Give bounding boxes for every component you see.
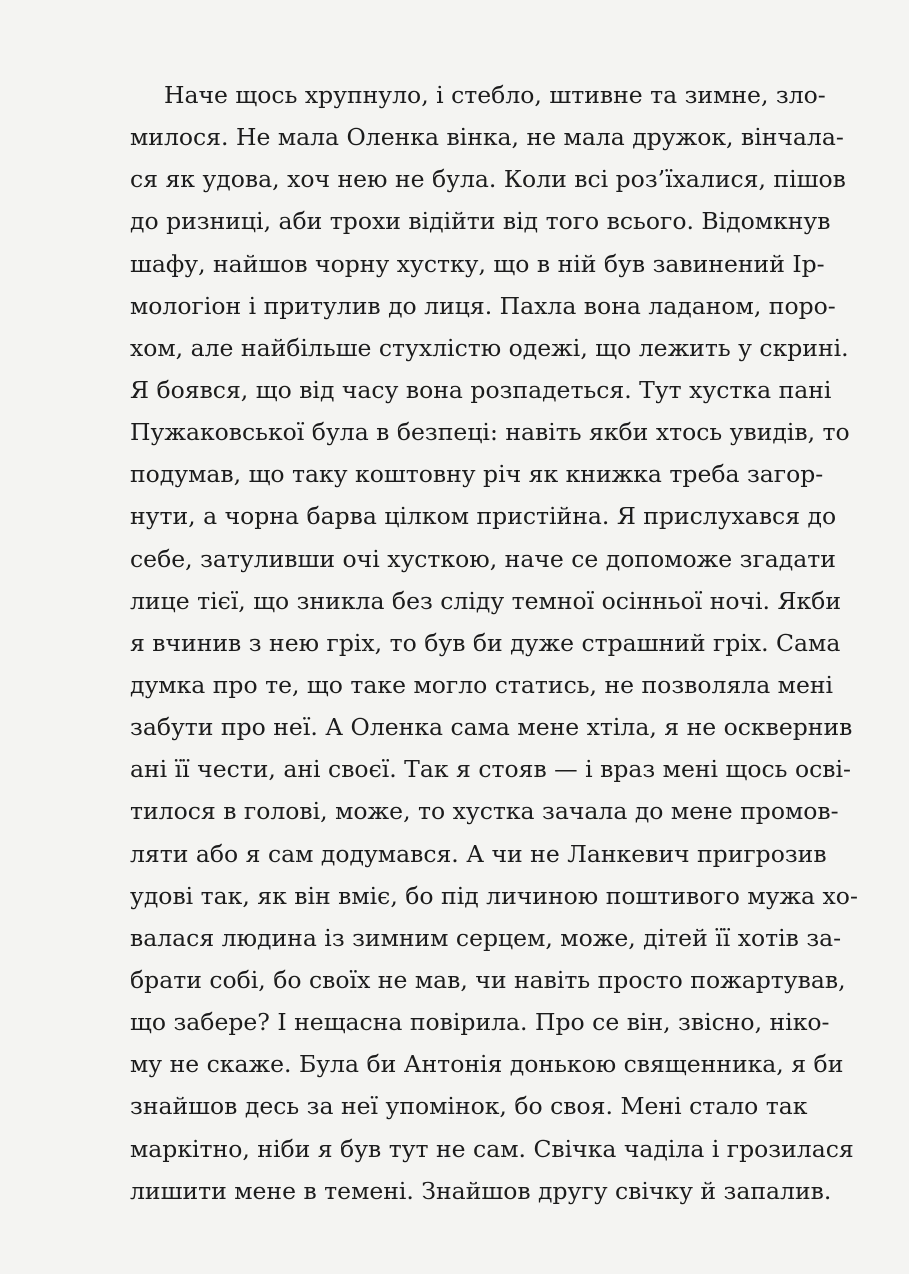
text-line: валася людина із зимним серцем, може, дітей її хотів за- [130, 923, 842, 952]
text-line: лишити мене в темені. Знайшов другу свічку й запалив. [130, 1176, 832, 1205]
text-line: думка про те, що таке могло статись, не позволяла мені [130, 670, 834, 699]
text-line: брати собі, бо своїх не мав, чи навіть просто пожартував, [130, 965, 846, 994]
text-line: тилося в голові, може, то хустка зачала до мене промов- [130, 797, 839, 826]
text-line: до ризниці, аби трохи відійти від того всього. Відомкнув [130, 207, 831, 236]
text-line: що забере? І нещасна повірила. Про се він, звісно, ніко- [130, 1008, 830, 1037]
text-line: Пужаковської була в безпеці: навіть якби хтось увидів, то [130, 418, 850, 447]
text-line: Наче щось хрупнуло, і стебло, штивне та зимне, зло- [164, 81, 826, 109]
text-line: ані її чести, ані своєї. Так я стояв — і враз мені щось осві- [130, 755, 851, 784]
text-line: подумав, що таку коштовну річ як книжка треба загор- [130, 460, 824, 489]
text-line: мологіон і притулив до лиця. Пахла вона ладаном, поро- [130, 291, 836, 320]
text-line: удові так, як він вміє, бо під личиною поштивого мужа хо- [130, 881, 858, 910]
text-line: лице тієї, що зникла без сліду темної осінньої ночі. Якби [130, 586, 841, 615]
text-line: му не скаже. Була би Антонія донькою священника, я би [130, 1050, 844, 1079]
text-line: забути про неї. А Оленка сама мене хтіла, я не осквернив [130, 713, 853, 742]
text-line: маркітно, ніби я був тут не сам. Свічка чаділа і грозилася [130, 1134, 854, 1163]
text-line: Я боявся, що від часу вона розпадеться. Тут хустка пані [130, 375, 832, 404]
text-line: знайшов десь за неї упомінок, бо своя. Мені стало так [130, 1092, 808, 1121]
text-line: я вчинив з нею гріх, то був би дуже страшний гріх. Сама [130, 628, 841, 657]
text-line: шафу, найшов чорну хустку, що в ній був завинений Ір- [130, 249, 825, 278]
text-line: себе, затуливши очі хусткою, наче се допоможе згадати [130, 544, 836, 573]
text-line: ся як удова, хоч нею не була. Коли всі роз’їхалися, пішов [130, 165, 846, 194]
text-line: ляти або я сам додумався. А чи не Ланкевич пригрозив [130, 839, 827, 868]
paragraph [130, 74, 858, 1212]
text-line: милося. Не мала Оленка вінка, не мала дружок, вінчала- [130, 123, 844, 152]
text-line: нути, а чорна барва цілком пристійна. Я прислухався до [130, 502, 837, 531]
text-line: хом, але найбільше стухлістю одежі, що лежить у скрині. [130, 333, 849, 362]
